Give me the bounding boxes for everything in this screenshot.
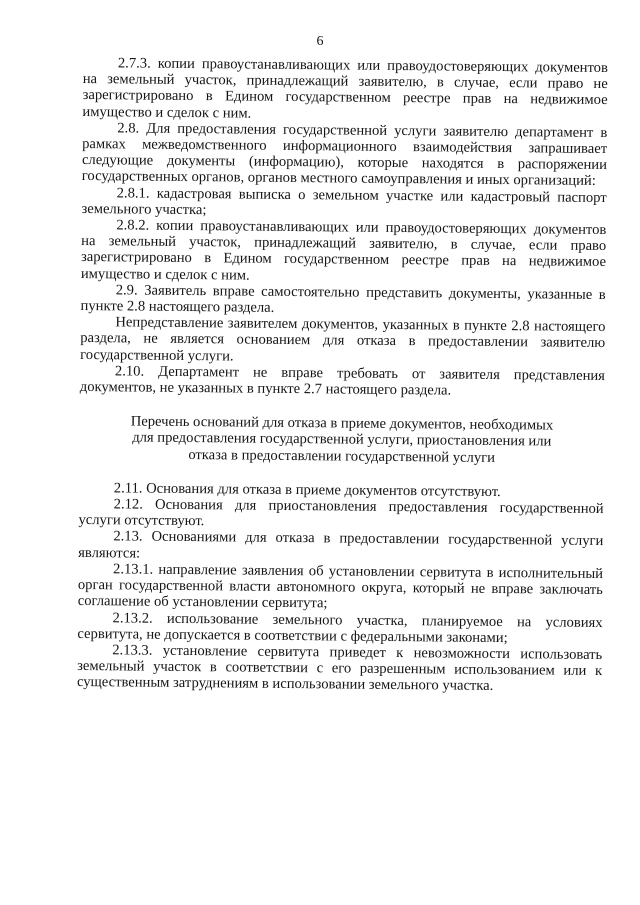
paragraph-2-7-3: 2.7.3. копии правоустанавливающих или правоудостоверяющих документов на земельный участок, принадлежащий заявителю, в случае, если право не зарегистрировано в Едином государственном реестре прав на недвижимое имущество и сделок с ним. [82, 55, 608, 122]
section-heading: Перечень оснований для отказа в приеме документов, необходимых для предоставления государственной услуги, приостановления или отказа в предоставлении государственной услуги [130, 413, 554, 466]
paragraph-2-13-1: 2.13.1. направление заявления об установлении сервитута в исполнительный орган государственной власти автономного округа, который не вправе заключать соглашение об установлении сервитута; [77, 561, 604, 612]
paragraph-2-11: 2.11. Основания для отказа в приеме документов отсутствуют. [113, 480, 501, 500]
paragraph-2-8: 2.8. Для предоставления государственной услуги заявителю департамент в рамках межведомственного информационного взаимодействия запрашивает следующие документы (информацию), которые находятся в распоряжении государственных органов, органов местного самоуправления и иных организаций: [81, 120, 608, 190]
page-number: 6 [316, 34, 324, 49]
paragraph-2-8-2: 2.8.2. копии правоустанавливающих или правоудостоверяющих документов на земельный участок, принадлежащий заявителю, в случае, если право зарегистрировано в Едином государственном реестре прав на недвижимое имущество и сделок с ним. [80, 217, 607, 284]
document-body [77, 55, 608, 696]
paragraph-2-9: 2.9. Заявитель вправе самостоятельно представить документы, указанные в пункте 2.8 настоящего раздела. [80, 282, 606, 316]
paragraph-2-10: 2.10. Департамент не вправе требовать от заявителя представления документов, не указанных в пункте 2.7 настоящего раздела. [79, 363, 606, 399]
paragraph-2-13-3: 2.13.3. установление сервитута приведет к невозможности использовать земельный участок в соответствии с его разрешенным использованием или к существенным затруднениям в использовании земельного участка. [76, 642, 603, 695]
paragraph-2-13: 2.13. Основаниями для отказа в предоставлении государственной услуги являются: [78, 528, 604, 562]
paragraph-non-submission: Непредставление заявителем документов, указанных в пункте 2.8 настоящего раздела, не является основанием для отказа в предоставлении заявителю государственной услуги. [80, 314, 606, 365]
paragraph-2-13-2: 2.13.2. использование земельного участка, планируемое на условиях сервитута, не допускается в соответствии с федеральными законами; [77, 609, 603, 646]
paragraph-2-12: 2.12. Основания для приостановления предоставления государственной услуги отсутствуют. [78, 496, 604, 530]
paragraph-2-8-1: 2.8.1. кадастровая выписка о земельном участке или кадастровый паспорт земельного участка; [81, 184, 607, 219]
